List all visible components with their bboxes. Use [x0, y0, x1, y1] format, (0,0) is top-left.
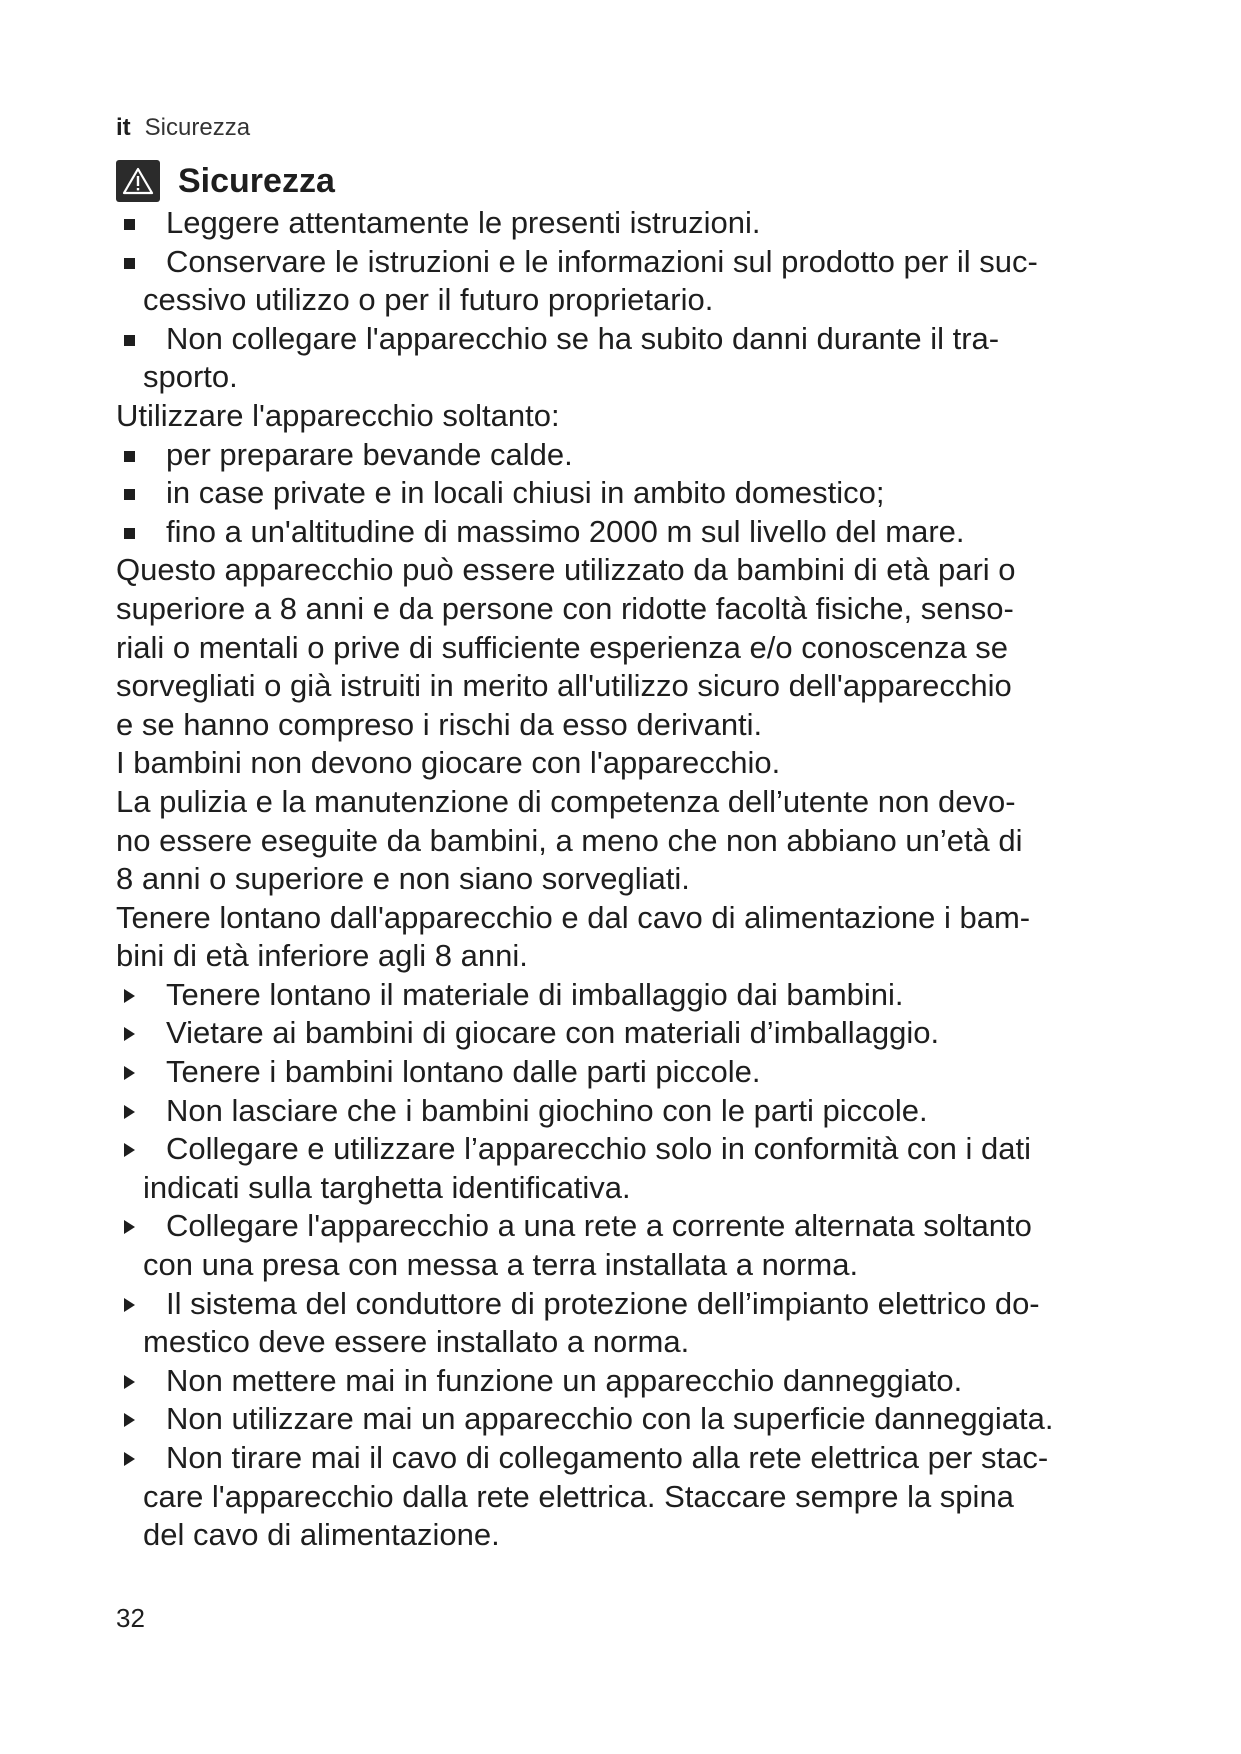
paragraph-line: e se hanno compreso i rischi da esso derivanti. [116, 706, 763, 742]
item-text: Non lasciare che i bambini giochino con le parti piccole. [166, 1092, 928, 1128]
item-text: Non collegare l'apparecchio se ha subito danni durante il tra- [166, 320, 1000, 356]
paragraphs [116, 551, 1176, 976]
usage-intro: Utilizzare l'apparecchio soltanto: [116, 397, 560, 433]
square-bullet-icon [124, 489, 135, 500]
item-text-continued: del cavo di alimentazione. [143, 1517, 500, 1553]
section-heading [116, 158, 1176, 204]
list-item [116, 1053, 1176, 1092]
item-text: Non tirare mai il cavo di collegamento alla rete elettrica per stac- [166, 1440, 1049, 1475]
triangle-arrow-icon [124, 1452, 135, 1466]
triangle-arrow-icon [124, 1375, 135, 1389]
paragraph-line: bini di età inferiore agli 8 anni. [116, 938, 528, 974]
paragraph-line: Questo apparecchio può essere utilizzato da bambini di età pari o [116, 552, 1016, 588]
list-item [116, 976, 1176, 1015]
list-item [116, 1207, 1176, 1284]
paragraph-line: La pulizia e la manutenzione di competenza dell’utente non devo- [116, 783, 1016, 819]
paragraph [116, 783, 1176, 899]
triangle-arrow-icon [124, 1413, 135, 1427]
list-item [116, 320, 1176, 397]
list-item [116, 1439, 1176, 1555]
warning-triangle-icon [116, 160, 160, 202]
item-text: Collegare e utilizzare l’apparecchio solo in conformità con i dati [166, 1131, 1032, 1167]
language-code: it [116, 114, 131, 141]
item-text: in case private e in locali chiusi in ambito domestico; [166, 475, 885, 511]
list-item [116, 1014, 1176, 1053]
item-text: per preparare bevande calde. [166, 436, 573, 472]
item-text-continued: indicati sulla targhetta identificativa. [143, 1169, 631, 1205]
square-bullet-icon [124, 335, 135, 346]
item-text-continued: mestico deve essere installato a norma. [143, 1324, 690, 1360]
triangle-arrow-icon [124, 989, 135, 1003]
list-item [116, 474, 1176, 513]
paragraph-line: sorvegliati o già istruiti in merito all'utilizzo sicuro dell'apparecchio [116, 668, 1012, 704]
list-item [116, 1130, 1176, 1207]
paragraph-line: Tenere lontano dall'apparecchio e dal cavo di alimentazione i bam- [116, 899, 1031, 935]
paragraph-line: riali o mentali o prive di sufficiente esperienza e/o conoscenza se [116, 629, 1009, 665]
triangle-arrow-icon [124, 1027, 135, 1041]
list-item [116, 1400, 1176, 1439]
list-item [116, 1092, 1176, 1131]
triangle-arrow-icon [124, 1143, 135, 1157]
list-item [116, 513, 1176, 552]
paragraph [116, 551, 1176, 744]
intro-bullet-list [116, 204, 1176, 397]
item-text-continued: con una presa con messa a terra installata a norma. [143, 1247, 859, 1283]
item-text-continued: care l'apparecchio dalla rete elettrica. Staccare sempre la spina [143, 1478, 1014, 1514]
item-text-continued: sporto. [143, 359, 238, 395]
list-item [116, 243, 1176, 320]
running-header [116, 112, 1176, 144]
list-item [116, 436, 1176, 475]
square-bullet-icon [124, 451, 135, 462]
triangle-arrow-icon [124, 1105, 135, 1119]
item-text-continued: cessivo utilizzo o per il futuro proprietario. [143, 282, 714, 318]
header-section: Sicurezza [144, 114, 251, 141]
page-number: 32 [116, 1603, 145, 1633]
safety-content [116, 204, 1176, 1555]
item-text: Tenere lontano il materiale di imballaggio dai bambini. [166, 976, 904, 1012]
item-text: Tenere i bambini lontano dalle parti piccole. [166, 1054, 761, 1090]
square-bullet-icon [124, 258, 135, 269]
item-text: Conservare le istruzioni e le informazioni sul prodotto per il suc- [166, 243, 1038, 279]
paragraph [116, 899, 1176, 976]
paragraph [116, 744, 1176, 783]
triangle-arrow-icon [124, 1220, 135, 1234]
paragraph-line: 8 anni o superiore e non siano sorvegliati. [116, 861, 690, 897]
item-text: Non mettere mai in funzione un apparecchio danneggiato. [166, 1362, 963, 1398]
manual-page [116, 112, 1176, 1555]
paragraph-line: I bambini non devono giocare con l'apparecchio. [116, 745, 781, 781]
item-text: Collegare l'apparecchio a una rete a corrente alternata soltanto [166, 1208, 1032, 1244]
page-title: Sicurezza [178, 162, 335, 200]
list-item [116, 1362, 1176, 1401]
triangle-arrow-icon [124, 1298, 135, 1312]
action-list [116, 976, 1176, 1555]
item-text: Non utilizzare mai un apparecchio con la superficie danneggiata. [166, 1401, 1054, 1437]
item-text: Vietare ai bambini di giocare con materiali d’imballaggio. [166, 1015, 940, 1051]
usage-bullet-list [116, 436, 1176, 552]
square-bullet-icon [124, 528, 135, 539]
item-text: fino a un'altitudine di massimo 2000 m sul livello del mare. [166, 513, 965, 549]
paragraph-line: superiore a 8 anni e da persone con ridotte facoltà fisiche, senso- [116, 590, 1014, 626]
paragraph-line: no essere eseguite da bambini, a meno che non abbiano un’età di [116, 822, 1023, 858]
item-text: Leggere attentamente le presenti istruzioni. [166, 205, 761, 240]
item-text: Il sistema del conduttore di protezione dell’impianto elettrico do- [166, 1285, 1040, 1321]
list-item [116, 204, 1176, 243]
square-bullet-icon [124, 219, 135, 230]
list-item [116, 1285, 1176, 1362]
triangle-arrow-icon [124, 1066, 135, 1080]
